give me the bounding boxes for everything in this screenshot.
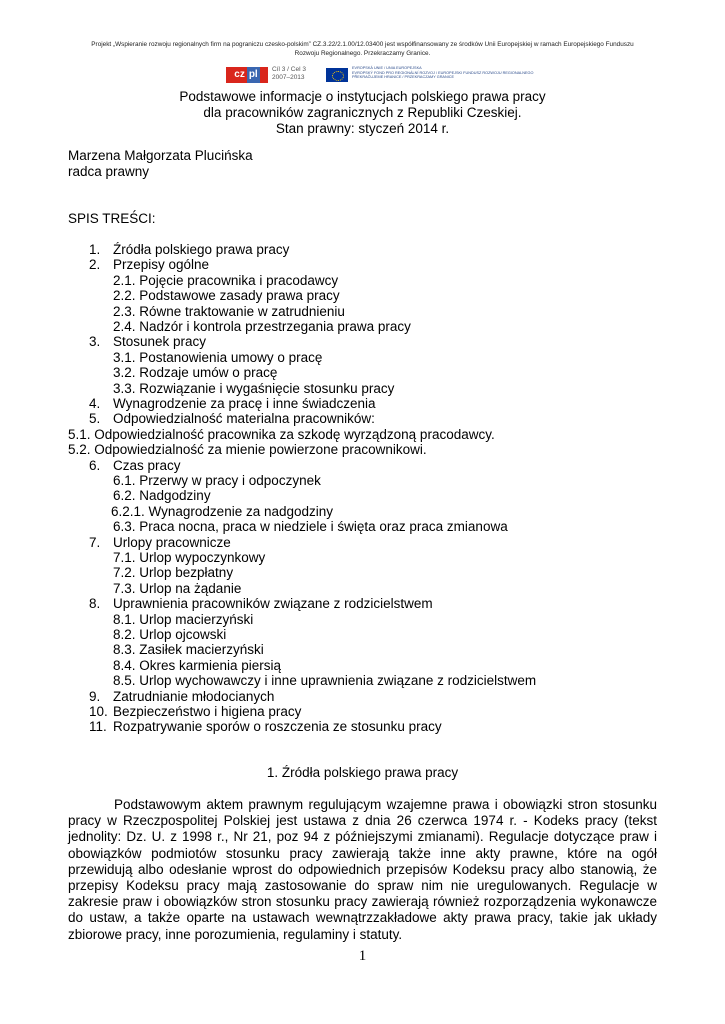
toc-item: Urlopy pracownicze	[113, 535, 231, 550]
document-title-line-1: Podstawowe informacje o instytucjach polskiego prawa pracy	[179, 89, 546, 104]
funding-notice-line-1: Projekt „Wspieranie rozwoju regionalnych firm na pograniczu czesko-polskim” CZ.3.22/2.1.00/12.03400 jest współfinansowany ze środków Unii Europejskiej w ramach Europejskiego Funduszu	[91, 41, 634, 48]
toc-item: Odpowiedzialność materialna pracowników:	[113, 411, 375, 426]
toc-heading: SPIS TREŚCI:	[68, 211, 156, 226]
toc-item: Zatrudnianie młodocianych	[113, 689, 275, 704]
toc-item-number: 3.	[89, 334, 101, 349]
toc-item-number: 9.	[89, 689, 101, 704]
toc-subitem: 2.3. Równe traktowanie w zatrudnieniu	[113, 304, 345, 319]
toc-item: Źródła polskiego prawa pracy	[113, 242, 290, 257]
section-1-paragraph: Podstawowym aktem prawnym regulującym wzajemne prawa i obowiązki stron stosunku pracy w Rzeczpospolitej Polskiej jest ustawa z dnia 26 czerwca 1974 r. - Kodeks pracy (tekst jednolity: Dz. U. z 1998 r., Nr 21, poz 94 z późniejszymi zmianami). Regulacje dotyczące praw i obowiązków podmiotów stosunku pracy zawierają także inne akty prawne, które na ogół przewidują albo odesłanie wprost do odpowiednich przepisów Kodeksu pracy albo stanowią, że przepisy Kodeksu pracy mają zastosowanie do spraw nim nie uregulowanych. Regulacje w zakresie praw i obowiązków stron stosunku pracy zawierają również rozporządzenia wykonawcze do ustaw, a także oparte na ustawach wewnątrzzakładowe akty prawa pracy, takie jak układy zbiorowe pracy, inne porozumienia, regulaminy i statuty.	[68, 797, 657, 942]
logo-cz-text: cz	[234, 69, 245, 80]
toc-subitem: 8.3. Zasiłek macierzyński	[113, 642, 264, 657]
toc-subitem: 6.3. Praca nocna, praca w niedziele i święta oraz praca zmianowa	[113, 519, 508, 534]
document-title-line-2: dla pracowników zagranicznych z Republiki Czeskiej.	[203, 105, 522, 120]
toc-item-number: 10.	[89, 704, 108, 719]
toc-subitem: 8.5. Urlop wychowawczy i inne uprawnienia związane z rodzicielstwem	[113, 673, 537, 688]
toc-item: Rozpatrywanie sporów o roszczenia ze stosunku pracy	[113, 719, 442, 734]
author-role: radca prawny	[68, 164, 150, 179]
toc-subitem: 8.2. Urlop ojcowski	[113, 627, 227, 642]
toc-subitem: 3.2. Rodzaje umów o pracę	[113, 365, 278, 380]
toc-subitem: 6.2.1. Wynagrodzenie za nadgodziny	[111, 504, 334, 519]
funding-notice-line-2: Rozwoju Regionalnego. Przekraczamy Granice.	[294, 50, 431, 57]
toc-item-number: 5.	[89, 411, 101, 426]
toc-subitem: 8.1. Urlop macierzyński	[113, 612, 254, 627]
logo-cil-line1: Cíl 3 / Cel 3	[272, 66, 306, 73]
toc-subitem: 6.2. Nadgodziny	[113, 488, 211, 503]
eu-line-1: EVROPSKÁ UNIE / UNIA EUROPEJSKA	[352, 66, 422, 70]
cil-cel-logo	[272, 66, 306, 82]
toc-subitem: 2.2. Podstawowe zasady prawa pracy	[113, 288, 340, 303]
eu-line-2: EVROPSKÝ FOND PRO REGIONÁLNÍ ROZVOJ / EUROPEJSKI FUNDUSZ ROZWOJU REGIONALNEGO	[352, 70, 534, 75]
toc-item-number: 4.	[89, 396, 101, 411]
toc-subitem: 5.2. Odpowiedzialność za mienie powierzone pracownikowi.	[68, 442, 427, 457]
toc-subitem: 7.2. Urlop bezpłatny	[113, 565, 234, 580]
toc-item: Czas pracy	[113, 458, 181, 473]
eu-flag-icon	[326, 68, 348, 82]
logo-pl-text: pl	[247, 67, 260, 83]
eu-logo-text	[352, 66, 533, 80]
toc-item: Bezpieczeństwo i higiena pracy	[113, 704, 302, 719]
toc-item: Uprawnienia pracowników związane z rodzicielstwem	[113, 596, 433, 611]
toc-item-number: 2.	[89, 257, 101, 272]
toc-subitem: 2.1. Pojęcie pracownika i pracodawcy	[113, 273, 339, 288]
section-1-heading: 1. Źródła polskiego prawa pracy	[266, 765, 459, 780]
toc-item-number: 6.	[89, 458, 101, 473]
toc-item-number: 8.	[89, 596, 101, 611]
toc-item-number: 7.	[89, 535, 101, 550]
document-title-line-3: Stan prawny: styczeń 2014 r.	[275, 121, 450, 136]
toc-subitem: 6.1. Przerwy w pracy i odpoczynek	[113, 473, 321, 488]
toc-subitem: 7.3. Urlop na żądanie	[113, 581, 242, 596]
toc-item-number: 1.	[89, 242, 101, 257]
author-name: Marzena Małgorzata Plucińska	[68, 148, 253, 163]
toc-subitem: 2.4. Nadzór i kontrola przestrzegania prawa pracy	[113, 319, 411, 334]
toc-subitem: 3.3. Rozwiązanie i wygaśnięcie stosunku pracy	[113, 381, 395, 396]
toc-subitem: 5.1. Odpowiedzialność pracownika za szkodę wyrządzoną pracodawcy.	[68, 427, 495, 442]
toc-item: Stosunek pracy	[113, 334, 207, 349]
page-number: 1	[358, 948, 367, 964]
toc-subitem: 7.1. Urlop wypoczynkowy	[113, 550, 266, 565]
toc-subitem: 8.4. Okres karmienia piersią	[113, 658, 282, 673]
toc-subitem: 3.1. Postanowienia umowy o pracę	[113, 350, 323, 365]
toc-item: Przepisy ogólne	[113, 257, 210, 272]
cz-pl-logo	[226, 67, 268, 83]
logo-cil-line2: 2007–2013	[272, 74, 305, 81]
toc-item: Wynagrodzenie za pracę i inne świadczenia	[113, 396, 376, 411]
eu-line-3: PŘEKRAČUJEME HRANICE / PRZEKRACZAMY GRANICE	[352, 75, 455, 80]
toc-item-number: 11.	[89, 719, 107, 734]
